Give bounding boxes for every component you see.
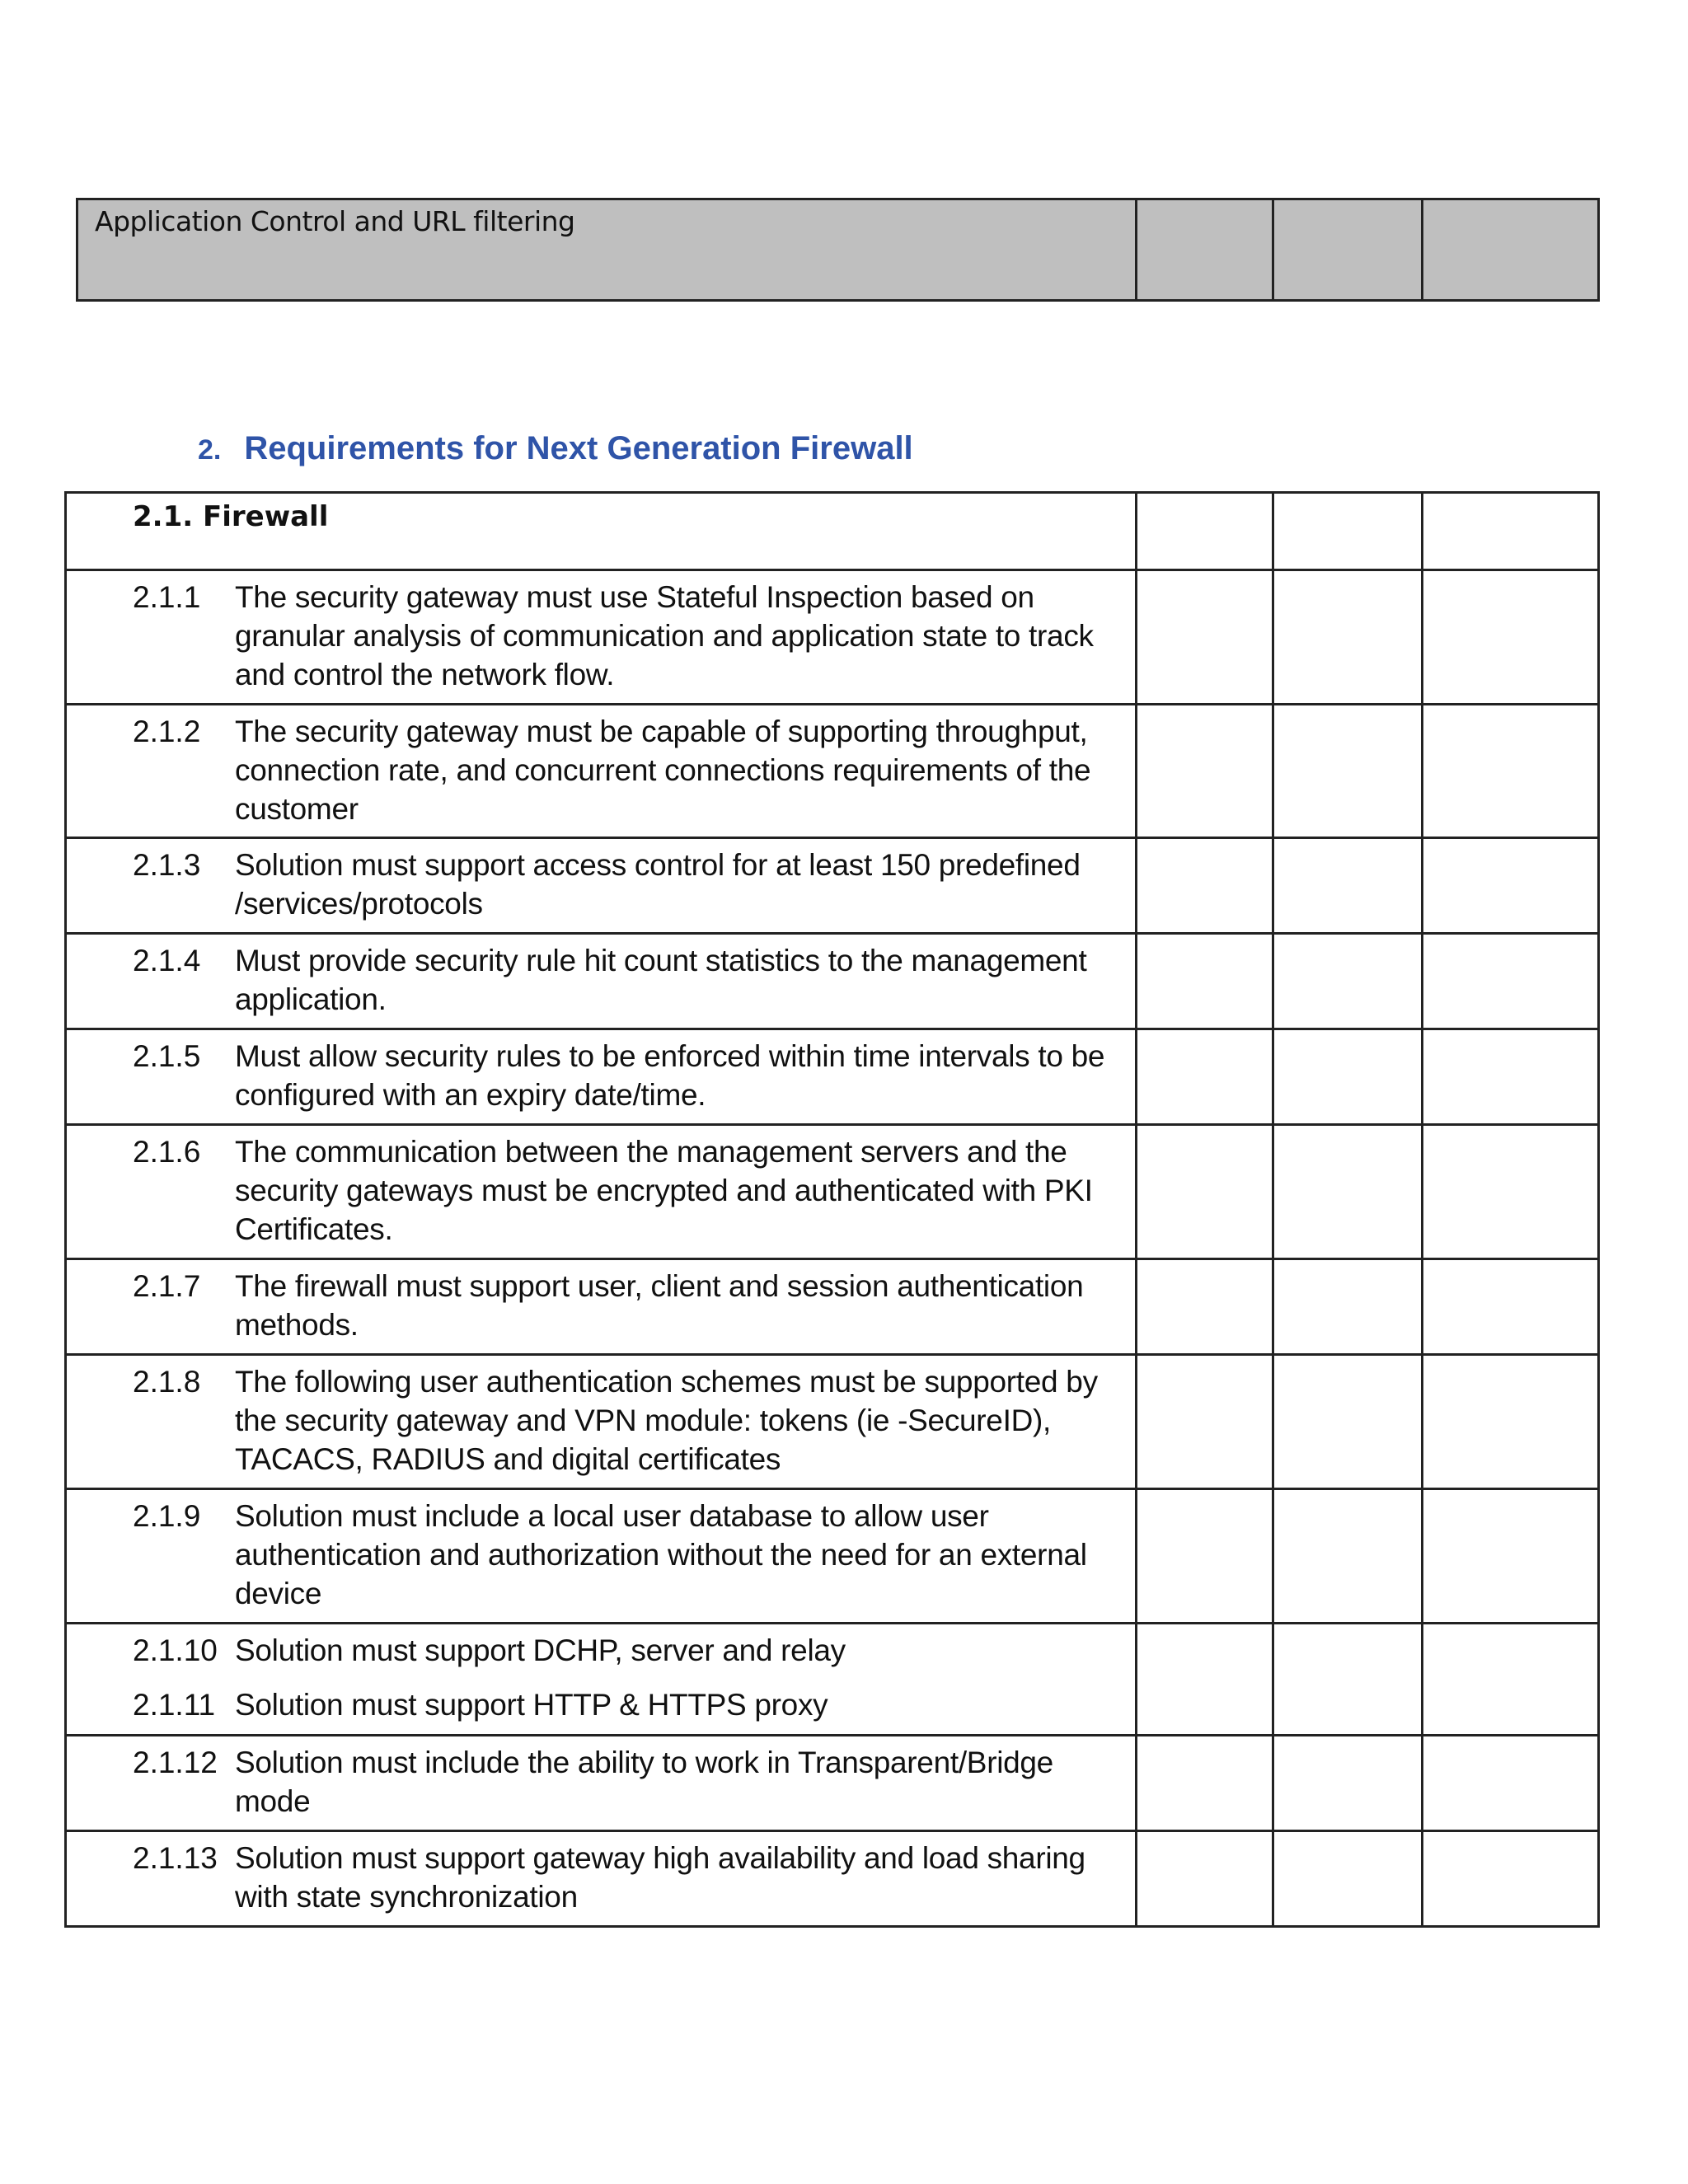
requirement-number: 2.1.9 xyxy=(133,1499,201,1533)
requirement-text: The security gateway must be capable of supporting throughput, connection rate, and concurrent connections requirements of the customer xyxy=(235,715,1091,826)
requirement-text: Solution must include a local user database to allow user authentication and authorization without the need for an external device xyxy=(235,1499,1087,1610)
requirement-cell xyxy=(66,570,1137,705)
requirement-number: 2.1.8 xyxy=(133,1365,201,1399)
subsection-heading: 2.1. Firewall xyxy=(133,500,329,533)
requirement-number: 2.1.7 xyxy=(133,1269,201,1303)
table-row xyxy=(66,934,1599,1029)
table-row xyxy=(66,705,1599,838)
compliance-cell xyxy=(1273,570,1423,705)
section-heading xyxy=(198,430,913,467)
compliance-cell xyxy=(1423,838,1599,934)
compliance-cell xyxy=(1273,1259,1423,1355)
requirement-text: Must allow security rules to be enforced within time intervals to be configured with an expiry date/time. xyxy=(235,1039,1105,1112)
requirement-cell xyxy=(66,838,1137,934)
compliance-cell xyxy=(1423,934,1599,1029)
requirement-cell xyxy=(66,1355,1137,1489)
requirement-text: The communication between the management servers and the security gateways must be encrypted and authenticated with PKI Certificates. xyxy=(235,1135,1093,1246)
requirements-table-body xyxy=(66,493,1599,1927)
requirement-number: 2.1.5 xyxy=(133,1039,201,1073)
requirement-text: The security gateway must use Stateful Inspection based on granular analysis of communication and application state to track and control the network flow. xyxy=(235,580,1094,691)
compliance-cell xyxy=(1423,1489,1599,1624)
requirements-table xyxy=(64,491,1600,1928)
requirement-item xyxy=(67,1126,1135,1249)
application-control-label: Application Control and URL filtering xyxy=(95,205,575,237)
application-control-row xyxy=(77,199,1599,301)
section-number: 2. xyxy=(198,434,222,466)
requirement-number: 2.1.1 xyxy=(133,580,201,614)
requirement-text: Must provide security rule hit count statistics to the management application. xyxy=(235,944,1087,1016)
table-row xyxy=(66,1125,1599,1259)
table-row xyxy=(66,1831,1599,1927)
compliance-cell xyxy=(1273,493,1423,570)
requirement-item xyxy=(67,1260,1135,1344)
compliance-cell xyxy=(1137,934,1273,1029)
compliance-cell xyxy=(1423,570,1599,705)
requirement-number: 2.1.10 xyxy=(133,1633,218,1667)
compliance-cell xyxy=(1137,570,1273,705)
requirement-item xyxy=(67,1030,1135,1114)
table-row xyxy=(66,1029,1599,1125)
requirement-item xyxy=(67,1624,1135,1670)
requirement-item xyxy=(67,1670,1135,1724)
compliance-cell xyxy=(1273,1831,1423,1927)
requirement-cell xyxy=(66,1736,1137,1831)
compliance-cell xyxy=(1137,705,1273,838)
compliance-cell xyxy=(1273,1489,1423,1624)
requirement-cell xyxy=(66,1489,1137,1624)
compliance-cell xyxy=(1423,199,1599,301)
requirement-item xyxy=(67,571,1135,694)
requirement-cell xyxy=(66,705,1137,838)
requirement-text: The firewall must support user, client and session authentication methods. xyxy=(235,1269,1084,1342)
compliance-cell xyxy=(1137,838,1273,934)
requirement-item xyxy=(67,1490,1135,1613)
table-row xyxy=(66,1355,1599,1489)
compliance-cell xyxy=(1137,199,1273,301)
compliance-cell xyxy=(1423,1029,1599,1125)
requirement-number: 2.1.2 xyxy=(133,715,201,748)
requirement-text: Solution must support DCHP, server and relay xyxy=(235,1633,846,1667)
compliance-cell xyxy=(1137,1624,1273,1736)
compliance-cell xyxy=(1273,705,1423,838)
requirement-item xyxy=(67,839,1135,923)
compliance-cell xyxy=(1137,1489,1273,1624)
requirement-number: 2.1.12 xyxy=(133,1746,218,1779)
compliance-cell xyxy=(1137,1831,1273,1927)
table-row xyxy=(66,1489,1599,1624)
compliance-cell xyxy=(1137,1125,1273,1259)
compliance-cell xyxy=(1137,1029,1273,1125)
table-row xyxy=(66,1624,1599,1736)
requirement-number: 2.1.13 xyxy=(133,1841,218,1875)
requirement-text: Solution must support gateway high availability and load sharing with state synchronization xyxy=(235,1841,1085,1914)
compliance-cell xyxy=(1273,1355,1423,1489)
compliance-cell xyxy=(1137,1736,1273,1831)
requirement-cell xyxy=(66,1624,1137,1736)
compliance-cell xyxy=(1273,838,1423,934)
application-control-label-cell xyxy=(77,199,1137,301)
requirement-cell xyxy=(66,1029,1137,1125)
requirement-text: Solution must support access control for at least 150 predefined /services/protocols xyxy=(235,848,1081,921)
requirement-number: 2.1.3 xyxy=(133,848,201,882)
requirement-text: Solution must include the ability to work in Transparent/Bridge mode xyxy=(235,1746,1053,1818)
requirement-number: 2.1.11 xyxy=(133,1688,216,1722)
compliance-cell xyxy=(1273,934,1423,1029)
compliance-cell xyxy=(1423,493,1599,570)
requirement-item xyxy=(67,1736,1135,1821)
compliance-cell xyxy=(1273,1125,1423,1259)
compliance-cell xyxy=(1273,199,1423,301)
compliance-cell xyxy=(1137,1355,1273,1489)
compliance-cell xyxy=(1273,1736,1423,1831)
table-row xyxy=(66,570,1599,705)
compliance-cell xyxy=(1137,493,1273,570)
compliance-cell xyxy=(1423,1125,1599,1259)
table-row xyxy=(66,1259,1599,1355)
requirement-number: 2.1.6 xyxy=(133,1135,201,1169)
requirement-cell xyxy=(66,1125,1137,1259)
compliance-cell xyxy=(1423,705,1599,838)
subheading-cell xyxy=(66,493,1137,570)
requirement-item xyxy=(67,935,1135,1019)
compliance-cell xyxy=(1423,1355,1599,1489)
application-control-table xyxy=(76,198,1600,302)
requirement-text: Solution must support HTTP & HTTPS proxy xyxy=(235,1688,828,1722)
section-title: Requirements for Next Generation Firewall xyxy=(244,430,913,466)
compliance-cell xyxy=(1423,1736,1599,1831)
requirement-cell xyxy=(66,1259,1137,1355)
table-row xyxy=(66,838,1599,934)
requirement-number: 2.1.4 xyxy=(133,944,201,977)
requirement-cell xyxy=(66,934,1137,1029)
requirement-item xyxy=(67,1356,1135,1479)
compliance-cell xyxy=(1423,1831,1599,1927)
table-row xyxy=(66,1736,1599,1831)
compliance-cell xyxy=(1423,1259,1599,1355)
requirement-text: The following user authentication schemes must be supported by the security gateway and VPN module: tokens (ie -SecureID), TACACS, RADIUS and digital certificates xyxy=(235,1365,1098,1476)
compliance-cell xyxy=(1137,1259,1273,1355)
subheading-row xyxy=(66,493,1599,570)
compliance-cell xyxy=(1273,1624,1423,1736)
compliance-cell xyxy=(1423,1624,1599,1736)
requirement-item xyxy=(67,705,1135,828)
requirement-cell xyxy=(66,1831,1137,1927)
requirement-item xyxy=(67,1832,1135,1916)
compliance-cell xyxy=(1273,1029,1423,1125)
